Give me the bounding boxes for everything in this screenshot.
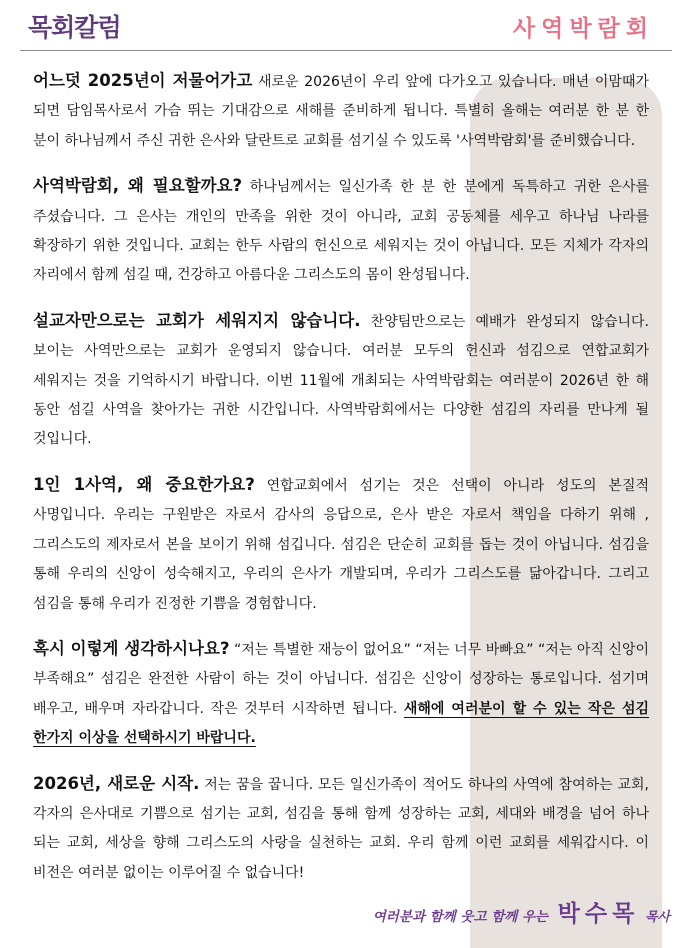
paragraph-preachers	[33, 306, 649, 455]
paragraph-body: 저는 꿈을 꿉니다. 모든 일신가족이 적어도 하나의 사역에 참여하는 교회, 각자의 은사대로 기쁨으로 섬기는 교회, 섬김을 통해 함께 성장하는 교회, 세대와 배경을 넘어 하나 되는 교회, 세상을 향해 그리스도의 사랑을 실천하는 교회. 우리 함께 이런 교회를 세워갑시다. 이 비전은 여러분 없이는 이루어질 수 없습니다!	[33, 776, 649, 881]
paragraph-body: 찬양팀만으로는 예배가 완성되지 않습니다. 보이는 사역만으로는 교회가 운영되지 않습니다. 여러분 모두의 헌신과 섬김으로 연합교회가 세워지는 것을 기억하시기 바랍니다. 이번 11월에 개최되는 사역박람회는 여러분이 2026년 한 해 동안 섬길 사역을 찾아가는 귀한 시간입니다. 사역박람회에서는 다양한 섬김의 자리를 만나게 될 것입니다.	[33, 313, 650, 448]
paragraph-objections	[33, 634, 649, 754]
signature-name: 박수목	[557, 901, 640, 927]
paragraph-body: 연합교회에서 섬기는 것은 선택이 아니라 성도의 본질적 사명입니다. 우리는 구원받은 자로서 감사의 응답으로, 은사 받은 자로서 책임을 다하기 위해 , 그리스도의 제자로서 본을 보이기 위해 섬깁니다. 섬김은 단순히 교회를 돕는 것이 아닙니다. 섬김을 통해 우리의 신앙이 성숙해지고, 우리의 은사가 개발되며, 우리가 그리스도를 닮아갑니다. 그리고 섬김을 통해 우리가 진정한 기쁨을 경험합니다.	[33, 477, 649, 612]
column-body	[33, 66, 649, 888]
signature-phrase: 여러분과 함께 웃고 함께 우는	[372, 909, 549, 925]
paragraph-emphasis: 새해에 여러분이 할 수 있는 작은 섬김 한가지 이상을 선택하시기 바랍니다.	[33, 700, 649, 747]
event-title: 사역박람회	[512, 16, 654, 42]
paragraph-lead: 설교자만으로는 교회가 세워지지 않습니다.	[33, 310, 361, 330]
paragraph-lead: 혹시 이렇게 생각하시나요?	[33, 638, 230, 658]
paragraph-new-start	[33, 769, 649, 889]
paragraph-why-fair	[33, 171, 649, 291]
paragraph-lead: 사역박람회, 왜 필요할까요?	[33, 176, 243, 196]
paragraph-body: “저는 특별한 재능이 없어요” “저는 너무 바빠요” “저는 아직 신앙이 부족해요” 섬김은 완전한 사람이 하는 것이 아닙니다. 섬김은 신앙이 성장하는 통로입니다. 섬기며 배우고, 배우며 자라갑니다. 작은 것부터 시작하면 됩니다.	[33, 641, 649, 717]
paragraph-intro	[33, 66, 649, 156]
signature-role: 목사	[644, 910, 670, 925]
paragraph-lead: 2026년, 새로운 시작.	[33, 773, 200, 793]
signature	[373, 895, 670, 928]
column-title: 목회칼럼	[28, 13, 121, 42]
column-header	[0, 0, 680, 52]
paragraph-lead: 1인 1사역, 왜 중요한가요?	[33, 474, 255, 494]
paragraph-body: 새로운 2026년이 우리 앞에 다가오고 있습니다. 매년 이맘때가 되면 담임목사로서 가슴 뛰는 기대감으로 새해를 준비하게 됩니다. 특별히 올해는 여러분 한 분 한 분이 하나님께서 주신 귀한 은사와 달란트로 교회를 섬기실 수 있도록 '사역박람회'를 준비했습니다.	[33, 74, 649, 149]
paragraph-lead: 어느덧 2025년이 저물어가고	[33, 71, 253, 90]
paragraph-one-ministry	[33, 470, 649, 619]
header-divider	[20, 50, 672, 51]
paragraph-body: 하나님께서는 일신가족 한 분 한 분에게 독특하고 귀한 은사를 주셨습니다. 그 은사는 개인의 만족을 위한 것이 아니라, 교회 공동체를 세우고 하나님 나라를 확장하기 위한 것입니다. 교회는 한두 사람의 헌신으로 세워지는 것이 아닙니다. 모든 지체가 각자의 자리에서 함께 섬길 때, 건강하고 아름다운 그리스도의 몸이 완성됩니다.	[33, 179, 649, 284]
